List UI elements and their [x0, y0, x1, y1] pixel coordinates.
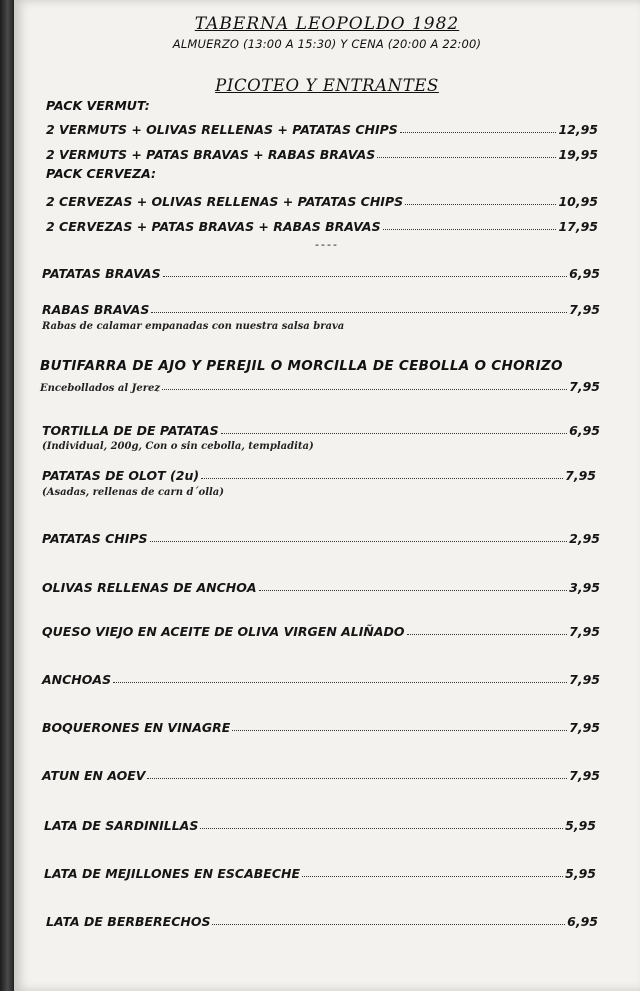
item-note: Rabas de calamar empanadas con nuestra salsa brava	[42, 321, 345, 332]
item-note: Encebollados al Jerez	[40, 383, 161, 394]
dot-leader	[383, 229, 557, 230]
item-name: LATA DE SARDINILLAS	[44, 818, 199, 833]
menu-row	[42, 531, 600, 546]
item-price: 7,95	[569, 672, 600, 687]
item-price: 10,95	[558, 194, 598, 209]
menu-row	[42, 468, 596, 483]
menu-row	[46, 122, 598, 137]
dot-leader	[221, 433, 568, 434]
menu-row	[42, 302, 600, 317]
menu-row	[40, 379, 600, 394]
menu-row	[44, 866, 596, 881]
item-price: 7,95	[565, 468, 596, 483]
menu-row	[42, 720, 600, 735]
item-price: 6,95	[567, 914, 598, 929]
dot-leader	[259, 590, 568, 591]
dot-leader	[163, 276, 568, 277]
menu-row	[42, 580, 600, 595]
item-note: (Asadas, rellenas de carn d´olla)	[42, 487, 225, 498]
dot-leader	[377, 157, 556, 158]
menu-row	[42, 266, 600, 281]
item-price: 6,95	[569, 423, 600, 438]
pack-cerveza-label: PACK CERVEZA:	[46, 166, 157, 181]
menu-row	[46, 147, 598, 162]
item-price: 5,95	[565, 818, 596, 833]
dot-leader	[113, 682, 567, 683]
item-name: 2 VERMUTS + PATAS BRAVAS + RABAS BRAVAS	[46, 147, 376, 162]
item-price: 12,95	[558, 122, 598, 137]
item-name: PATATAS CHIPS	[42, 531, 148, 546]
dot-leader	[201, 478, 563, 479]
dot-leader	[232, 730, 567, 731]
item-price: 3,95	[569, 580, 600, 595]
item-price: 5,95	[565, 866, 596, 881]
item-name: LATA DE BERBERECHOS	[46, 914, 211, 929]
item-price: 7,95	[569, 720, 600, 735]
separator: ----	[315, 238, 339, 251]
item-name: QUESO VIEJO EN ACEITE DE OLIVA VIRGEN ALIÑADO	[42, 624, 405, 639]
item-price: 19,95	[558, 147, 598, 162]
item-name: ATUN EN AOEV	[42, 768, 146, 783]
dot-leader	[200, 828, 563, 829]
item-name: OLIVAS RELLENAS DE ANCHOA	[42, 580, 257, 595]
item-note: (Individual, 200g, Con o sin cebolla, templadita)	[42, 441, 314, 452]
dot-leader	[405, 204, 556, 205]
pack-vermut-label: PACK VERMUT:	[46, 98, 150, 113]
menu-row	[46, 219, 598, 234]
item-price: 7,95	[569, 302, 600, 317]
item-name: PATATAS DE OLOT (2u)	[42, 468, 200, 483]
item-price: 2,95	[569, 531, 600, 546]
item-name: BOQUERONES EN VINAGRE	[42, 720, 231, 735]
section-title: PICOTEO Y ENTRANTES	[215, 76, 439, 95]
menu-sheet	[14, 0, 640, 991]
item-name: 2 CERVEZAS + PATAS BRAVAS + RABAS BRAVAS	[46, 219, 381, 234]
item-name: PATATAS BRAVAS	[42, 266, 161, 281]
dot-leader	[212, 924, 565, 925]
menu-row	[42, 768, 600, 783]
dot-leader	[302, 876, 563, 877]
dot-leader	[400, 132, 557, 133]
item-price: 17,95	[558, 219, 598, 234]
item-price: 7,95	[569, 624, 600, 639]
item-price: 6,95	[569, 266, 600, 281]
menu-row	[46, 194, 598, 209]
item-price: 7,95	[569, 768, 600, 783]
item-name: RABAS BRAVAS	[42, 302, 150, 317]
dot-leader	[407, 634, 568, 635]
menu-row	[42, 423, 600, 438]
item-name: TORTILLA DE DE PATATAS	[42, 423, 219, 438]
item-name: 2 CERVEZAS + OLIVAS RELLENAS + PATATAS CHIPS	[46, 194, 404, 209]
menu-row	[46, 914, 598, 929]
menu-row	[44, 818, 596, 833]
dot-leader	[151, 312, 567, 313]
dot-leader	[162, 389, 567, 390]
dot-leader	[150, 541, 568, 542]
menu-row	[42, 672, 600, 687]
item-name: LATA DE MEJILLONES EN ESCABECHE	[44, 866, 301, 881]
menu-row	[42, 624, 600, 639]
restaurant-title: TABERNA LEOPOLDO 1982	[194, 14, 460, 34]
item-price: 7,95	[569, 379, 600, 394]
dot-leader	[147, 778, 567, 779]
item-name: BUTIFARRA DE AJO Y PEREJIL O MORCILLA DE CEBOLLA O CHORIZO	[40, 358, 563, 374]
item-name: 2 VERMUTS + OLIVAS RELLENAS + PATATAS CHIPS	[46, 122, 398, 137]
item-name: ANCHOAS	[42, 672, 112, 687]
opening-hours: ALMUERZO (13:00 A 15:30) Y CENA (20:00 A 22:00)	[172, 37, 482, 51]
background-edge	[0, 0, 14, 991]
